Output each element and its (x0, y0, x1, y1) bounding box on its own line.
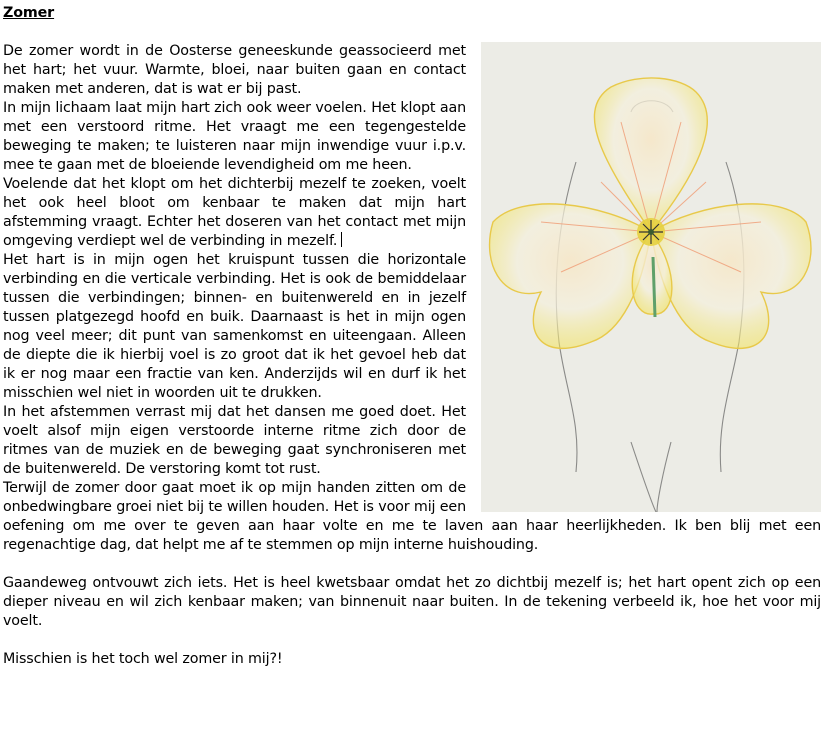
paragraph-gap (3, 631, 821, 650)
document-title: Zomer (3, 5, 55, 21)
paragraph-crossroads: Het hart is in mijn ogen het kruispunt tussen die horizontale verbinding en die verticale verbinding. Het is ook de bemiddelaar tussen die verbindingen; binnen- en buitenwereld en in jezelf tussen platgezegd hoofd en buik. Daarnaast is het in mijn ogen nog veel meer; dit punt van samenkomst en uiteengaan. Alleen de diepte die ik hierbij voel is zo groot dat ik het gevoel heb dat ik er nog maar een fractie van ken. Anderzijds wil en durf ik het misschien wel niet in woorden uit te drukken. (3, 252, 466, 401)
text-cursor (341, 232, 342, 247)
document-page (3, 4, 821, 669)
paragraph-attunement-text: Voelende dat het klopt om het dichterbij mezelf te zoeken, voelt het ook heel bloot om kenbaar te maken dat mijn hart afstemming vraagt. Echter het doseren van het contact met mijn omgeving verdiept wel de verbinding in mezelf. (3, 176, 466, 249)
poppy-sketch-svg (481, 42, 821, 512)
paragraph-unfolding: Gaandeweg ontvouwt zich iets. Het is heel kwetsbaar omdat het zo dichtbij mezelf is; het hart opent zich op een dieper niveau en wil zich kenbaar maken; van binnenuit naar buiten. In de tekening verbeeld ik, hoe het voor mij voelt. (3, 575, 821, 629)
paragraph-heart-association: De zomer wordt in de Oosterse geneeskunde geassocieerd met het hart; het vuur. Warmte, bloei, naar buiten gaan en contact maken met anderen, dat is wat er bij past. (3, 43, 466, 97)
poppy-stem (653, 257, 655, 317)
paragraph-dancing: In het afstemmen verrast mij dat het dansen me goed doet. Het voelt alsof mijn eigen verstoorde interne ritme zich door de ritmes van de muziek en de beweging gaat synchroniseren met de buitenwereld. De verstoring komt tot rust. (3, 404, 466, 477)
poppy-center (637, 218, 665, 246)
paragraph-body-rhythm: In mijn lichaam laat mijn hart zich ook weer voelen. Het klopt aan met een verstoord ritme. Het vraagt me een tegengestelde beweging te maken; te luisteren naar mijn inwendige vuur i.p.v. mee te gaan met de bloeiende levendigheid om me heen. (3, 100, 466, 173)
poppy-drawing-image (481, 42, 821, 512)
paragraph-closing: Misschien is het toch wel zomer in mij?! (3, 651, 283, 667)
paragraph-gap (3, 555, 821, 574)
paragraph-summer-growth: Terwijl de zomer door gaat moet ik op mijn handen zitten om de onbedwingbare groei niet bij te willen houden. Het is voor mij een oefening om me over te geven aan haar volte en me te laven aan haar heerlijkheden. Ik ben blij met een regenachtige dag, dat helpt me af te stemmen op mijn interne huishouding. (3, 480, 821, 553)
